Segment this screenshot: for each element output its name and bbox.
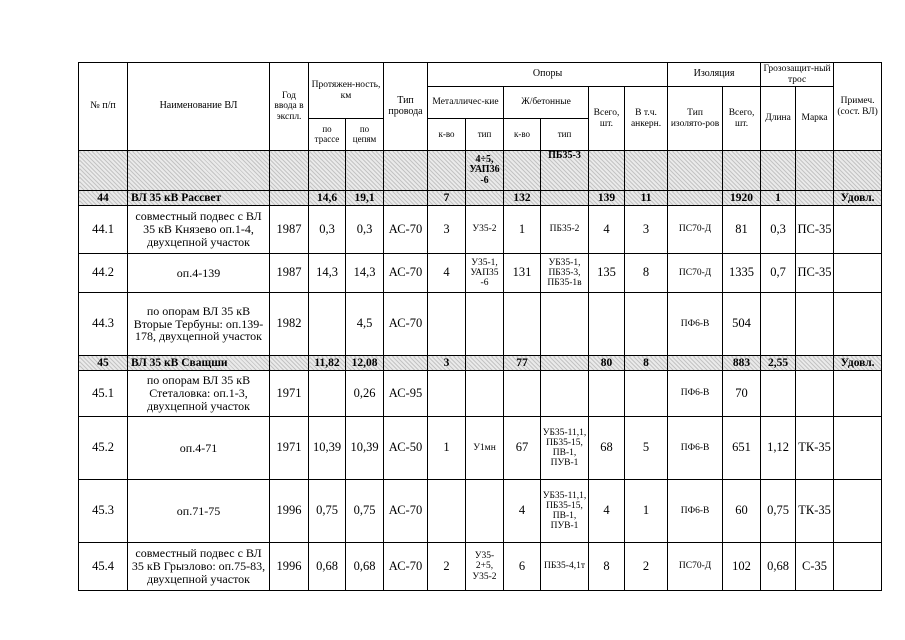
cell-metal-qty: 7 [428, 191, 466, 206]
header-length: Протяжен-ность, км [309, 63, 384, 119]
cell-gc-length: 0,75 [761, 480, 796, 543]
cell-anchor: 1 [625, 480, 668, 543]
cell-metal-qty [428, 293, 466, 356]
cell-concrete-type: ПБ35-4,1т [541, 543, 589, 591]
cell-metal-qty [428, 151, 466, 191]
cell-concrete-type [541, 371, 589, 417]
cell-route: 14,3 [309, 254, 346, 293]
cell-total: 139 [589, 191, 625, 206]
cell-anchor: 3 [625, 206, 668, 254]
cell-name: оп.4-139 [128, 254, 270, 293]
cell-metal-type [466, 356, 504, 371]
cell-name: совместный подвес с ВЛ 35 кВ Князево оп.1-4, двухцепной участок [128, 206, 270, 254]
cell-ins-total: 504 [723, 293, 761, 356]
cell-route: 0,75 [309, 480, 346, 543]
cell-metal-type: У1мн [466, 417, 504, 480]
header-metal: Металличес-кие [428, 87, 504, 119]
cell-chain: 10,39 [346, 417, 384, 480]
cell-metal-type [466, 371, 504, 417]
header-gc-length: Длина [761, 87, 796, 151]
cell-num: 45.2 [79, 417, 128, 480]
cell-note [834, 417, 882, 480]
cell-gc-brand: С-35 [796, 543, 834, 591]
cell-num: 44.3 [79, 293, 128, 356]
cell-ins-type: ПС70-Д [668, 543, 723, 591]
table-row [79, 151, 882, 191]
table-row [79, 191, 882, 206]
cell-ins-total: 883 [723, 356, 761, 371]
cell-ins-total: 651 [723, 417, 761, 480]
cell-anchor [625, 151, 668, 191]
cell-gc-brand: ТК-35 [796, 480, 834, 543]
header-anchor: В т.ч. анкерн. [625, 87, 668, 151]
cell-ins-type: ПС70-Д [668, 206, 723, 254]
cell-concrete-type: УБ35-11,1, ПБ35-15, ПВ-1, ПУВ-1 [541, 480, 589, 543]
cell-concrete-qty: 1 [504, 206, 541, 254]
cell-metal-type: 4÷5, УАП36 -6 [466, 151, 504, 191]
cell-ins-type: ПФ6-В [668, 417, 723, 480]
cell-metal-type [466, 191, 504, 206]
cell-route: 14,6 [309, 191, 346, 206]
cell-num: 45.4 [79, 543, 128, 591]
cell-wire: АС-50 [384, 417, 428, 480]
header-ins-type: Тип изолято-ров [668, 87, 723, 151]
cell-wire [384, 191, 428, 206]
cell-gc-length [761, 293, 796, 356]
cell-concrete-qty [504, 293, 541, 356]
cell-concrete-qty: 131 [504, 254, 541, 293]
cell-total: 135 [589, 254, 625, 293]
cell-route [309, 293, 346, 356]
cell-gc-length: 0,68 [761, 543, 796, 591]
cell-anchor: 11 [625, 191, 668, 206]
cell-chain [346, 151, 384, 191]
table-row [79, 480, 882, 543]
cell-num: 45 [79, 356, 128, 371]
cell-concrete-type: УБ35-1, ПБ35-3, ПБ35-1в [541, 254, 589, 293]
header-length-route: по трассе [309, 119, 346, 151]
header-note: Примеч. (сост. ВЛ) [834, 63, 882, 151]
cell-year: 1996 [270, 543, 309, 591]
cell-metal-type: У35-2 [466, 206, 504, 254]
cell-route [309, 151, 346, 191]
cell-name: оп.71-75 [128, 480, 270, 543]
cell-metal-type [466, 480, 504, 543]
cell-anchor: 2 [625, 543, 668, 591]
cell-num: 44.1 [79, 206, 128, 254]
header-name: Наименование ВЛ [128, 63, 270, 151]
header-num: № п/п [79, 63, 128, 151]
cell-gc-length [761, 371, 796, 417]
cell-anchor: 8 [625, 254, 668, 293]
cell-note [834, 543, 882, 591]
cell-year [270, 191, 309, 206]
cell-note [834, 206, 882, 254]
cell-note: Удовл. [834, 191, 882, 206]
cell-year: 1982 [270, 293, 309, 356]
cell-note [834, 371, 882, 417]
cell-ins-type [668, 151, 723, 191]
cell-gc-brand: ТК-35 [796, 417, 834, 480]
header-concrete-type: тип [541, 119, 589, 151]
cell-chain: 0,26 [346, 371, 384, 417]
header-concrete: Ж/бетонные [504, 87, 589, 119]
cell-concrete-type [541, 293, 589, 356]
cell-ins-total: 102 [723, 543, 761, 591]
cell-metal-qty: 3 [428, 206, 466, 254]
cell-name: ВЛ 35 кВ Сващши [128, 356, 270, 371]
cell-concrete-type [541, 191, 589, 206]
cell-concrete-qty [504, 151, 541, 191]
cell-ins-type: ПФ6-В [668, 293, 723, 356]
cell-note [834, 151, 882, 191]
table-row [79, 293, 882, 356]
cell-gc-brand [796, 191, 834, 206]
cell-gc-length: 2,55 [761, 356, 796, 371]
cell-wire: АС-70 [384, 206, 428, 254]
header-ins-total: Всего, шт. [723, 87, 761, 151]
cell-ins-type [668, 191, 723, 206]
cell-chain: 12,08 [346, 356, 384, 371]
cell-chain: 0,3 [346, 206, 384, 254]
cell-ins-type: ПФ6-В [668, 371, 723, 417]
cell-note [834, 480, 882, 543]
cell-gc-length: 0,3 [761, 206, 796, 254]
cell-route: 0,68 [309, 543, 346, 591]
cell-metal-qty: 1 [428, 417, 466, 480]
cell-concrete-qty: 6 [504, 543, 541, 591]
header-metal-qty: к-во [428, 119, 466, 151]
cell-num: 44 [79, 191, 128, 206]
cell-total: 4 [589, 206, 625, 254]
cell-name: по опорам ВЛ 35 кВ Стеталовка: оп.1-3, двухцепной участок [128, 371, 270, 417]
cell-wire: АС-70 [384, 254, 428, 293]
cell-ins-total: 1920 [723, 191, 761, 206]
table-row [79, 356, 882, 371]
cell-gc-brand: ПС-35 [796, 254, 834, 293]
cell-route: 0,3 [309, 206, 346, 254]
cell-num: 45.3 [79, 480, 128, 543]
cell-gc-length: 1 [761, 191, 796, 206]
cell-gc-brand [796, 356, 834, 371]
cell-concrete-qty: 77 [504, 356, 541, 371]
cell-metal-qty [428, 371, 466, 417]
cell-anchor [625, 371, 668, 417]
cell-year: 1971 [270, 371, 309, 417]
cell-concrete-qty: 132 [504, 191, 541, 206]
cell-year: 1996 [270, 480, 309, 543]
cell-name: по опорам ВЛ 35 кВ Вторые Тербуны: оп.139-178, двухцепной участок [128, 293, 270, 356]
cell-gc-brand: ПС-35 [796, 206, 834, 254]
cell-note: Удовл. [834, 356, 882, 371]
cell-year: 1971 [270, 417, 309, 480]
cell-note [834, 293, 882, 356]
cell-total: 4 [589, 480, 625, 543]
cell-name: ВЛ 35 кВ Рассвет [128, 191, 270, 206]
cell-metal-qty: 4 [428, 254, 466, 293]
cell-metal-type: У35-1, УАП35 -6 [466, 254, 504, 293]
cell-gc-length: 1,12 [761, 417, 796, 480]
cell-wire [384, 151, 428, 191]
cell-route [309, 371, 346, 417]
header-wire-type: Тип провода [384, 63, 428, 151]
cell-anchor: 5 [625, 417, 668, 480]
cell-note [834, 254, 882, 293]
cell-total [589, 293, 625, 356]
cell-concrete-qty: 67 [504, 417, 541, 480]
cell-chain: 19,1 [346, 191, 384, 206]
cell-ins-total [723, 151, 761, 191]
header-ground-cable: Грозозащит-ный трос [761, 63, 834, 87]
header-year: Год ввода в экспл. [270, 63, 309, 151]
cell-total: 68 [589, 417, 625, 480]
cell-num [79, 151, 128, 191]
cell-gc-brand [796, 151, 834, 191]
table-row [79, 206, 882, 254]
cell-total [589, 371, 625, 417]
header-gc-brand: Марка [796, 87, 834, 151]
header-total: Всего, шт. [589, 87, 625, 151]
cell-name [128, 151, 270, 191]
cell-anchor [625, 293, 668, 356]
cell-gc-length: 0,7 [761, 254, 796, 293]
cell-metal-qty: 3 [428, 356, 466, 371]
cell-chain: 0,75 [346, 480, 384, 543]
table-row [79, 254, 882, 293]
cell-wire [384, 356, 428, 371]
cell-route: 11,82 [309, 356, 346, 371]
cell-route: 10,39 [309, 417, 346, 480]
header-concrete-qty: к-во [504, 119, 541, 151]
cell-anchor: 8 [625, 356, 668, 371]
cell-ins-total: 70 [723, 371, 761, 417]
cell-gc-brand [796, 371, 834, 417]
table-row [79, 371, 882, 417]
cell-ins-type: ПФ6-В [668, 480, 723, 543]
cell-total: 8 [589, 543, 625, 591]
header-length-chain: по цепям [346, 119, 384, 151]
cell-name: совместный подвес с ВЛ 35 кВ Грызлово: оп.75-83, двухцепной участок [128, 543, 270, 591]
cell-metal-type: У35-2+5, У35-2 [466, 543, 504, 591]
cell-metal-qty: 2 [428, 543, 466, 591]
cell-num: 45.1 [79, 371, 128, 417]
table-row [79, 417, 882, 480]
cell-concrete-type: ПБ35-3 [541, 151, 589, 191]
cell-ins-total: 81 [723, 206, 761, 254]
cell-year [270, 356, 309, 371]
cell-concrete-type: УБ35-11,1, ПБ35-15, ПВ-1, ПУВ-1 [541, 417, 589, 480]
cell-name: оп.4-71 [128, 417, 270, 480]
cell-gc-length [761, 151, 796, 191]
cell-num: 44.2 [79, 254, 128, 293]
cell-year [270, 151, 309, 191]
cell-concrete-type [541, 356, 589, 371]
cell-total: 80 [589, 356, 625, 371]
cell-total [589, 151, 625, 191]
header-supports: Опоры [428, 63, 668, 87]
cell-ins-type [668, 356, 723, 371]
cell-wire: АС-70 [384, 293, 428, 356]
cell-chain: 0,68 [346, 543, 384, 591]
cell-year: 1987 [270, 206, 309, 254]
cell-concrete-qty [504, 371, 541, 417]
cell-wire: АС-70 [384, 543, 428, 591]
table-row [79, 543, 882, 591]
header-metal-type: тип [466, 119, 504, 151]
cell-concrete-qty: 4 [504, 480, 541, 543]
cell-metal-qty [428, 480, 466, 543]
cell-year: 1987 [270, 254, 309, 293]
power-lines-table [78, 62, 882, 591]
cell-ins-total: 1335 [723, 254, 761, 293]
cell-concrete-type: ПБ35-2 [541, 206, 589, 254]
cell-ins-total: 60 [723, 480, 761, 543]
cell-chain: 14,3 [346, 254, 384, 293]
cell-chain: 4,5 [346, 293, 384, 356]
cell-gc-brand [796, 293, 834, 356]
header-insulation: Изоляция [668, 63, 761, 87]
cell-wire: АС-95 [384, 371, 428, 417]
cell-ins-type: ПС70-Д [668, 254, 723, 293]
cell-metal-type [466, 293, 504, 356]
cell-wire: АС-70 [384, 480, 428, 543]
